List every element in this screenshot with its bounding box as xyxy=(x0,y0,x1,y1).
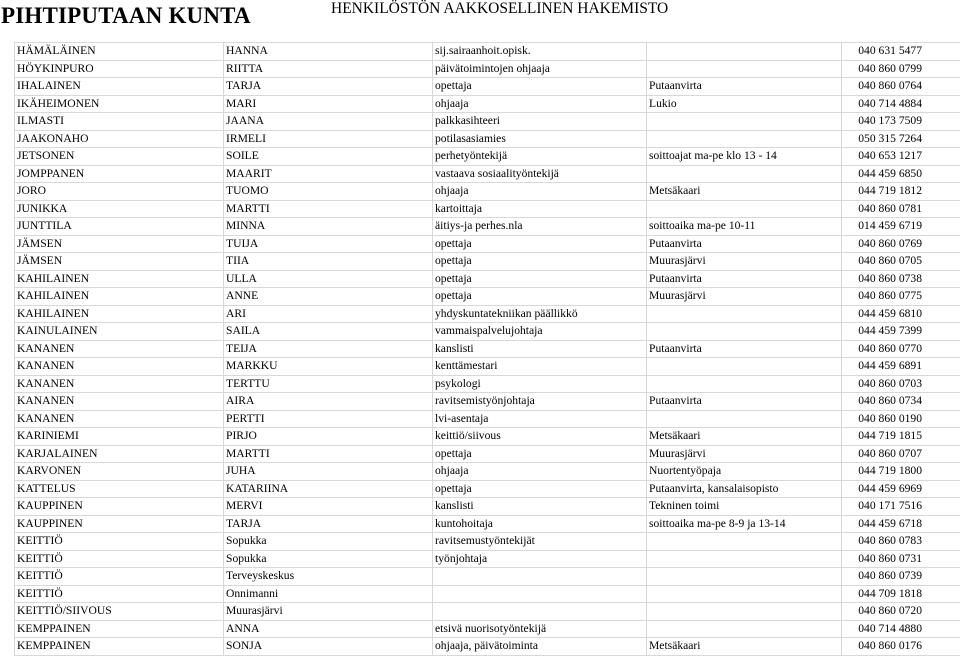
table-row xyxy=(15,375,960,393)
location-cell: Muurasjärvi xyxy=(647,288,842,306)
location-cell: Metsäkaari xyxy=(647,638,842,656)
table-row xyxy=(15,165,960,183)
table-row xyxy=(15,445,960,463)
firstname-cell: TUOMO xyxy=(224,183,433,201)
phone-cell: 044 459 6891 xyxy=(842,358,960,376)
surname-cell: KAUPPINEN xyxy=(15,498,224,516)
firstname-cell: TUIJA xyxy=(224,235,433,253)
job-title-cell: yhdyskuntatekniikan päällikkö xyxy=(433,305,647,323)
table-row xyxy=(15,218,960,236)
firstname-cell: TIIA xyxy=(224,253,433,271)
job-title-cell: kanslisti xyxy=(433,498,647,516)
table-row xyxy=(15,428,960,446)
job-title-cell: ravitsemustyöntekijät xyxy=(433,533,647,551)
location-cell: Metsäkaari xyxy=(647,183,842,201)
firstname-cell: SONJA xyxy=(224,638,433,656)
phone-cell: 044 459 6718 xyxy=(842,515,960,533)
table-row xyxy=(15,288,960,306)
phone-cell: 040 860 0769 xyxy=(842,235,960,253)
firstname-cell: ANNA xyxy=(224,620,433,638)
firstname-cell: MARKKU xyxy=(224,358,433,376)
job-title-cell: sij.sairaanhoit.opisk. xyxy=(433,43,647,61)
phone-cell: 044 719 1812 xyxy=(842,183,960,201)
location-cell: Putaanvirta xyxy=(647,393,842,411)
surname-cell: KANANEN xyxy=(15,375,224,393)
firstname-cell: MERVI xyxy=(224,498,433,516)
table-row xyxy=(15,463,960,481)
location-cell xyxy=(647,305,842,323)
phone-cell: 040 714 4880 xyxy=(842,620,960,638)
surname-cell: KEITTIÖ xyxy=(15,550,224,568)
organization-title: PIHTIPUTAAN KUNTA xyxy=(1,3,251,28)
firstname-cell: KATARIINA xyxy=(224,480,433,498)
job-title-cell: vammaispalvelujohtaja xyxy=(433,323,647,341)
phone-cell: 044 709 1818 xyxy=(842,585,960,603)
job-title-cell: ohjaaja xyxy=(433,463,647,481)
phone-cell: 040 860 0770 xyxy=(842,340,960,358)
surname-cell: JUNTTILA xyxy=(15,218,224,236)
job-title-cell: etsivä nuorisotyöntekijä xyxy=(433,620,647,638)
surname-cell: KEITTIÖ xyxy=(15,533,224,551)
table-row xyxy=(15,253,960,271)
location-cell xyxy=(647,585,842,603)
job-title-cell: psykologi xyxy=(433,375,647,393)
firstname-cell: JAANA xyxy=(224,113,433,131)
location-cell: Nuortentyöpaja xyxy=(647,463,842,481)
document-title: HENKILÖSTÖN AAKKOSELLINEN HAKEMISTO xyxy=(331,0,669,17)
table-row xyxy=(15,235,960,253)
phone-cell: 040 860 0705 xyxy=(842,253,960,271)
table-row xyxy=(15,323,960,341)
location-cell xyxy=(647,568,842,586)
phone-cell: 040 860 0176 xyxy=(842,638,960,656)
phone-cell: 040 173 7509 xyxy=(842,113,960,131)
phone-cell: 040 631 5477 xyxy=(842,43,960,61)
job-title-cell: ravitsemistyönjohtaja xyxy=(433,393,647,411)
surname-cell: KANANEN xyxy=(15,393,224,411)
location-cell xyxy=(647,130,842,148)
table-row xyxy=(15,498,960,516)
job-title-cell: kuntohoitaja xyxy=(433,515,647,533)
table-row xyxy=(15,620,960,638)
phone-cell: 044 459 6810 xyxy=(842,305,960,323)
surname-cell: JÄMSEN xyxy=(15,253,224,271)
firstname-cell: SOILE xyxy=(224,148,433,166)
location-cell: Putaanvirta xyxy=(647,235,842,253)
firstname-cell: MAARIT xyxy=(224,165,433,183)
job-title-cell: kartoittaja xyxy=(433,200,647,218)
location-cell xyxy=(647,358,842,376)
firstname-cell: PIRJO xyxy=(224,428,433,446)
table-row xyxy=(15,410,960,428)
firstname-cell: Sopukka xyxy=(224,533,433,551)
job-title-cell: vastaava sosiaalityöntekijä xyxy=(433,165,647,183)
location-cell xyxy=(647,113,842,131)
firstname-cell: MARI xyxy=(224,95,433,113)
phone-cell: 040 860 0783 xyxy=(842,533,960,551)
location-cell: Muurasjärvi xyxy=(647,253,842,271)
table-row xyxy=(15,148,960,166)
surname-cell: KEITTIÖ xyxy=(15,568,224,586)
location-cell: Metsäkaari xyxy=(647,428,842,446)
firstname-cell: TEIJA xyxy=(224,340,433,358)
table-row xyxy=(15,113,960,131)
surname-cell: HÖYKINPURO xyxy=(15,60,224,78)
surname-cell: KAHILAINEN xyxy=(15,288,224,306)
firstname-cell: PERTTI xyxy=(224,410,433,428)
table-row xyxy=(15,78,960,96)
surname-cell: KATTELUS xyxy=(15,480,224,498)
surname-cell: JORO xyxy=(15,183,224,201)
table-row xyxy=(15,393,960,411)
firstname-cell: MARTTI xyxy=(224,200,433,218)
job-title-cell: potilasasiamies xyxy=(433,130,647,148)
table-row xyxy=(15,638,960,656)
location-cell: Putaanvirta xyxy=(647,78,842,96)
location-cell: Putaanvirta xyxy=(647,340,842,358)
firstname-cell: AIRA xyxy=(224,393,433,411)
table-row xyxy=(15,305,960,323)
phone-cell: 040 860 0734 xyxy=(842,393,960,411)
surname-cell: IKÄHEIMONEN xyxy=(15,95,224,113)
firstname-cell: SAILA xyxy=(224,323,433,341)
surname-cell: KARINIEMI xyxy=(15,428,224,446)
location-cell xyxy=(647,603,842,621)
table-row xyxy=(15,533,960,551)
table-row xyxy=(15,340,960,358)
phone-cell: 044 459 7399 xyxy=(842,323,960,341)
firstname-cell: ULLA xyxy=(224,270,433,288)
firstname-cell: IRMELI xyxy=(224,130,433,148)
location-cell xyxy=(647,165,842,183)
job-title-cell: perhetyöntekijä xyxy=(433,148,647,166)
location-cell xyxy=(647,323,842,341)
surname-cell: KARJALAINEN xyxy=(15,445,224,463)
location-cell: Putaanvirta xyxy=(647,270,842,288)
table-row xyxy=(15,358,960,376)
location-cell: Tekninen toimi xyxy=(647,498,842,516)
phone-cell: 040 860 0703 xyxy=(842,375,960,393)
phone-cell: 040 860 0707 xyxy=(842,445,960,463)
surname-cell: KEITTIÖ/SIIVOUS xyxy=(15,603,224,621)
job-title-cell xyxy=(433,585,647,603)
table-row xyxy=(15,480,960,498)
job-title-cell: opettaja xyxy=(433,480,647,498)
location-cell xyxy=(647,60,842,78)
phone-cell: 040 860 0739 xyxy=(842,568,960,586)
phone-cell: 014 459 6719 xyxy=(842,218,960,236)
job-title-cell: ohjaaja, päivätoiminta xyxy=(433,638,647,656)
table-row xyxy=(15,568,960,586)
phone-cell: 040 860 0799 xyxy=(842,60,960,78)
job-title-cell: kenttämestari xyxy=(433,358,647,376)
firstname-cell: Muurasjärvi xyxy=(224,603,433,621)
firstname-cell: JUHA xyxy=(224,463,433,481)
phone-cell: 040 653 1217 xyxy=(842,148,960,166)
surname-cell: KAHILAINEN xyxy=(15,305,224,323)
firstname-cell: HANNA xyxy=(224,43,433,61)
firstname-cell: Sopukka xyxy=(224,550,433,568)
job-title-cell: äitiys-ja perhes.nla xyxy=(433,218,647,236)
firstname-cell: TARJA xyxy=(224,515,433,533)
phone-cell: 040 171 7516 xyxy=(842,498,960,516)
staff-directory-rows xyxy=(15,43,960,656)
table-row xyxy=(15,183,960,201)
location-cell xyxy=(647,550,842,568)
phone-cell: 040 860 0781 xyxy=(842,200,960,218)
table-row xyxy=(15,603,960,621)
location-cell xyxy=(647,200,842,218)
surname-cell: IHALAINEN xyxy=(15,78,224,96)
location-cell xyxy=(647,533,842,551)
table-row xyxy=(15,60,960,78)
job-title-cell: keittiö/siivous xyxy=(433,428,647,446)
job-title-cell: ohjaaja xyxy=(433,183,647,201)
phone-cell: 040 860 0720 xyxy=(842,603,960,621)
surname-cell: JAAKONAHO xyxy=(15,130,224,148)
table-row xyxy=(15,515,960,533)
surname-cell: JOMPPANEN xyxy=(15,165,224,183)
phone-cell: 044 459 6969 xyxy=(842,480,960,498)
firstname-cell: MARTTI xyxy=(224,445,433,463)
location-cell xyxy=(647,375,842,393)
surname-cell: KAUPPINEN xyxy=(15,515,224,533)
phone-cell: 044 719 1815 xyxy=(842,428,960,446)
table-row xyxy=(15,550,960,568)
job-title-cell xyxy=(433,603,647,621)
location-cell xyxy=(647,620,842,638)
table-row xyxy=(15,585,960,603)
phone-cell: 050 315 7264 xyxy=(842,130,960,148)
surname-cell: KANANEN xyxy=(15,358,224,376)
job-title-cell: opettaja xyxy=(433,235,647,253)
staff-directory-table xyxy=(14,42,960,656)
table-row xyxy=(15,95,960,113)
location-cell xyxy=(647,410,842,428)
surname-cell: JUNIKKA xyxy=(15,200,224,218)
table-row xyxy=(15,43,960,61)
phone-cell: 040 860 0190 xyxy=(842,410,960,428)
firstname-cell: TARJA xyxy=(224,78,433,96)
phone-cell: 040 714 4884 xyxy=(842,95,960,113)
location-cell: Lukio xyxy=(647,95,842,113)
surname-cell: KEMPPAINEN xyxy=(15,638,224,656)
surname-cell: KANANEN xyxy=(15,410,224,428)
table-row xyxy=(15,130,960,148)
location-cell: Putaanvirta, kansalaisopisto xyxy=(647,480,842,498)
location-cell: soittoaika ma-pe 8-9 ja 13-14 xyxy=(647,515,842,533)
phone-cell: 040 860 0775 xyxy=(842,288,960,306)
job-title-cell: lvi-asentaja xyxy=(433,410,647,428)
job-title-cell: opettaja xyxy=(433,445,647,463)
job-title-cell: työnjohtaja xyxy=(433,550,647,568)
job-title-cell: kanslisti xyxy=(433,340,647,358)
phone-cell: 040 860 0731 xyxy=(842,550,960,568)
firstname-cell: MINNA xyxy=(224,218,433,236)
surname-cell: KAHILAINEN xyxy=(15,270,224,288)
firstname-cell: Terveyskeskus xyxy=(224,568,433,586)
location-cell xyxy=(647,43,842,61)
firstname-cell: ARI xyxy=(224,305,433,323)
job-title-cell: opettaja xyxy=(433,288,647,306)
surname-cell: JETSONEN xyxy=(15,148,224,166)
location-cell: soittoajat ma-pe klo 13 - 14 xyxy=(647,148,842,166)
table-row xyxy=(15,200,960,218)
firstname-cell: RIITTA xyxy=(224,60,433,78)
surname-cell: KEITTIÖ xyxy=(15,585,224,603)
surname-cell: KANANEN xyxy=(15,340,224,358)
job-title-cell: opettaja xyxy=(433,78,647,96)
phone-cell: 040 860 0738 xyxy=(842,270,960,288)
surname-cell: JÄMSEN xyxy=(15,235,224,253)
surname-cell: KARVONEN xyxy=(15,463,224,481)
location-cell: Muurasjärvi xyxy=(647,445,842,463)
job-title-cell: päivätoimintojen ohjaaja xyxy=(433,60,647,78)
surname-cell: KAINULAINEN xyxy=(15,323,224,341)
firstname-cell: ANNE xyxy=(224,288,433,306)
job-title-cell: opettaja xyxy=(433,253,647,271)
phone-cell: 044 459 6850 xyxy=(842,165,960,183)
job-title-cell xyxy=(433,568,647,586)
job-title-cell: opettaja xyxy=(433,270,647,288)
firstname-cell: Onnimanni xyxy=(224,585,433,603)
surname-cell: ILMASTI xyxy=(15,113,224,131)
phone-cell: 044 719 1800 xyxy=(842,463,960,481)
table-row xyxy=(15,270,960,288)
firstname-cell: TERTTU xyxy=(224,375,433,393)
surname-cell: KEMPPAINEN xyxy=(15,620,224,638)
phone-cell: 040 860 0764 xyxy=(842,78,960,96)
job-title-cell: ohjaaja xyxy=(433,95,647,113)
job-title-cell: palkkasihteeri xyxy=(433,113,647,131)
surname-cell: HÄMÄLÄINEN xyxy=(15,43,224,61)
location-cell: soittoaika ma-pe 10-11 xyxy=(647,218,842,236)
